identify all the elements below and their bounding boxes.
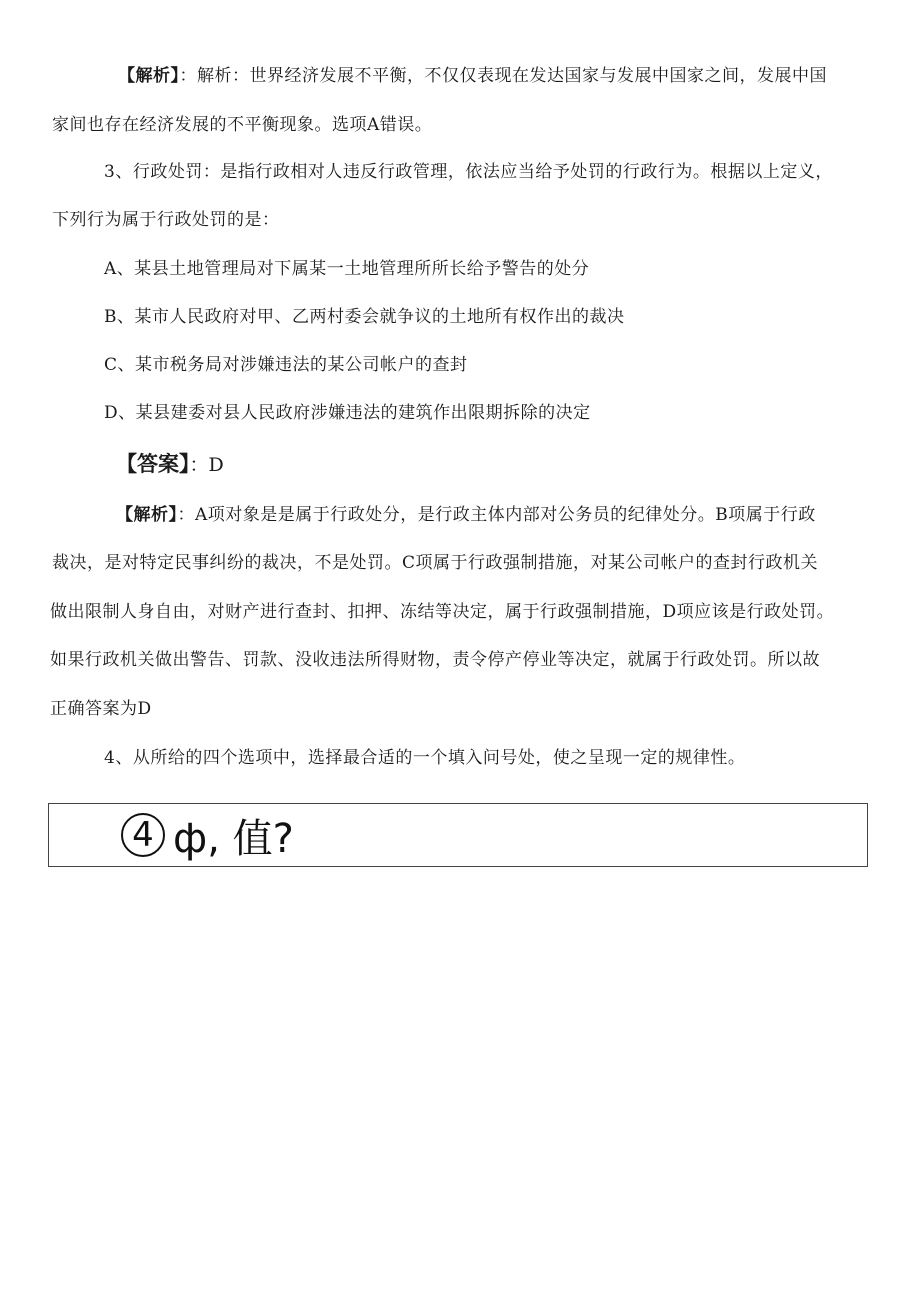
analysis-line-1 bbox=[116, 503, 816, 527]
question-3-stem-line-1: 3、行政处罚：是指行政相对人违反行政管理，依法应当给予处罚的行政行为。根据以上定义， bbox=[104, 162, 833, 182]
option-d: D、某县建委对县人民政府涉嫌违法的建筑作出限期拆除的决定 bbox=[104, 403, 591, 423]
analysis-prev-line-2: 家间也存在经济发展的不平衡现象。选项A错误。 bbox=[52, 115, 433, 135]
analysis-prev-text-1: ：解析：世界经济发展不平衡，不仅仅表现在发达国家与发展中国家之间，发展中国 bbox=[179, 66, 827, 86]
question-4-stem: 4、从所给的四个选项中，选择最合适的一个填入问号处，使之呈现一定的规律性。 bbox=[104, 748, 746, 768]
question-4-figure-box bbox=[48, 803, 868, 867]
answer-label: 【答案】 bbox=[116, 452, 190, 476]
question-4-figure bbox=[121, 812, 294, 862]
analysis-line-3: 做出限制人身自由，对财产进行查封、扣押、冻结等决定，属于行政强制措施，D项应该是行政处罚。 bbox=[50, 602, 835, 622]
analysis-prev-label: 【解析】 bbox=[118, 66, 180, 86]
analysis-line-5: 正确答案为D bbox=[50, 699, 152, 719]
answer-value: ：D bbox=[189, 454, 224, 476]
analysis-line-4: 如果行政机关做出警告、罚款、没收违法所得财物，责令停产停业等决定，就属于行政处罚。所以故 bbox=[50, 650, 820, 670]
figure-symbols: ф, 值? bbox=[173, 815, 294, 862]
analysis-line-2: 裁决，是对特定民事纠纷的裁决，不是处罚。C项属于行政强制措施，对某公司帐户的查封行政机关 bbox=[52, 553, 819, 573]
option-b: B、某市人民政府对甲、乙两村委会就争议的土地所有权作出的裁决 bbox=[104, 307, 625, 327]
analysis-prev-line-1 bbox=[118, 64, 866, 88]
option-a: A、某县土地管理局对下属某一土地管理所所长给予警告的处分 bbox=[104, 259, 590, 279]
analysis-text-1: ：A项对象是是属于行政处分，是行政主体内部对公务员的纪律处分。B项属于行政 bbox=[177, 505, 816, 525]
question-3-stem-line-2: 下列行为属于行政处罚的是： bbox=[52, 210, 280, 230]
answer-line bbox=[116, 450, 224, 479]
circled-digit-icon: 4 bbox=[121, 813, 165, 857]
option-c: C、某市税务局对涉嫌违法的某公司帐户的查封 bbox=[104, 355, 468, 375]
analysis-label: 【解析】 bbox=[116, 505, 178, 525]
